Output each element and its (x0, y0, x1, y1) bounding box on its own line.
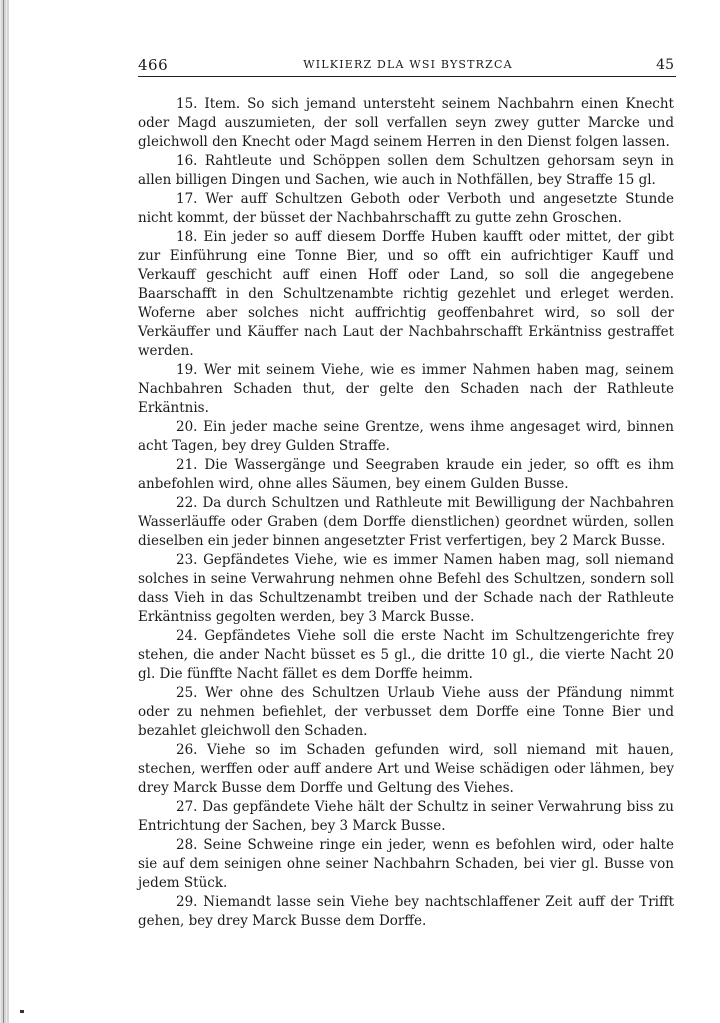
running-header (138, 56, 678, 76)
page-number: 466 (138, 56, 169, 74)
paragraph-18: 18. Ein jeder so auff diesem Dorffe Huben kaufft oder mittet, der gibt zur Einführung eine Tonne Bier, und so offt ein aufrichtiger Kauff und Verkauff geschicht auff einen Hoff oder Land, so soll die angegebene Baarschafft in den Schultzenambte richtig gezehlet und erleget werden. Woferne aber solches nicht auffrichtig geoffenbahret wird, so soll der Verkäuffer und Käuffer nach Laut der Nachbahrschafft Erkäntniss gestraffet werden. (138, 229, 674, 359)
paragraph-19: 19. Wer mit seinem Viehe, wie es immer Nahmen haben mag, seinem Nachbahren Schaden thut, der gelte den Schaden nach der Rathleute Erkäntnis. (138, 362, 674, 416)
page-binding-edge (0, 0, 9, 1023)
paragraph-24: 24. Gepfändetes Viehe soll die erste Nacht im Schultzengerichte frey stehen, die ander Nacht büsset es 5 gl., die dritte 10 gl., die vierte Nacht 20 gl. Die fünffte Nacht fället es dem Dorffe heimm. (138, 628, 674, 682)
paragraph-27: 27. Das gepfändete Viehe hält der Schultz in seiner Verwahrung biss zu Entrichtung der Sachen, bey 3 Marck Busse. (138, 799, 674, 834)
running-title: WILKIERZ DLA WSI BYSTRZCA (303, 58, 513, 71)
paragraph-28: 28. Seine Schweine ringe ein jeder, wenn es befohlen wird, oder halte sie auf dem seinigen ohne seiner Nachbahrn Schaden, bei vier gl. Busse von jedem Stück. (138, 837, 674, 891)
paragraph-21: 21. Die Wassergänge und Seegraben kraude ein jeder, so offt es ihm anbefohlen wird, ohne alles Säumen, bey einem Gulden Busse. (138, 457, 674, 492)
paragraph-25: 25. Wer ohne des Schultzen Urlaub Viehe auss der Pfändung nimmt oder zu nehmen befiehlet, der verbusset dem Dorffe eine Tonne Bier und bezahlet gleichwoll den Schaden. (138, 685, 674, 739)
folio-number: 45 (656, 57, 674, 73)
paragraph-20: 20. Ein jeder mache seine Grentze, wens ihme angesaget wird, binnen acht Tagen, bey drey Gulden Straffe. (138, 419, 674, 454)
paragraph-29: 29. Niemandt lasse sein Viehe bey nachtschlaffener Zeit auff der Trifft gehen, bey drey Marck Busse dem Dorffe. (138, 894, 674, 929)
paragraph-15: 15. Item. So sich jemand untersteht seinem Nachbahrn einen Knecht oder Magd auszumieten, der soll verfallen seyn zwey gutter Marcke und gleichwoll den Knecht oder Magd seinem Herren in den Dienst folgen lassen. (138, 96, 674, 150)
paragraph-23: 23. Gepfändetes Viehe, wie es immer Namen haben mag, soll niemand solches in seine Verwahrung nehmen ohne Befehl des Schultzen, sondern soll dass Vieh in das Schultzenambt treiben und der Schade nach der Rathleute Erkäntniss gegolten werden, bey 3 Marck Busse. (138, 552, 674, 625)
paragraph-26: 26. Viehe so im Schaden gefunden wird, soll niemand mit hauen, stechen, werffen oder auff andere Art und Weise schädigen oder lähmen, bey drey Marck Busse dem Dorffe und Geltung des Viehes. (138, 742, 674, 796)
paragraph-22: 22. Da durch Schultzen und Rathleute mit Bewilligung der Nachbahren Wasserläuffe oder Graben (dem Dorffe dienstlichen) geordnet würden, sollen dieselben ein jeder binnen angesetzter Frist verfertigen, bey 2 Marck Busse. (138, 495, 674, 549)
paragraph-17: 17. Wer auff Schultzen Geboth oder Verboth und angesetzte Stunde nicht kommt, der büsset der Nachbahrschafft zu gutte zehn Groschen. (138, 191, 674, 226)
paragraph-16: 16. Rahtleute und Schöppen sollen dem Schultzen gehorsam seyn in allen billigen Dingen und Sachen, wie auch in Nothfällen, bey Straffe 15 gl. (138, 153, 674, 188)
binding-line (3, 0, 4, 1023)
body-text (138, 95, 674, 931)
header-rule (138, 76, 676, 77)
scan-speck (20, 1010, 24, 1013)
